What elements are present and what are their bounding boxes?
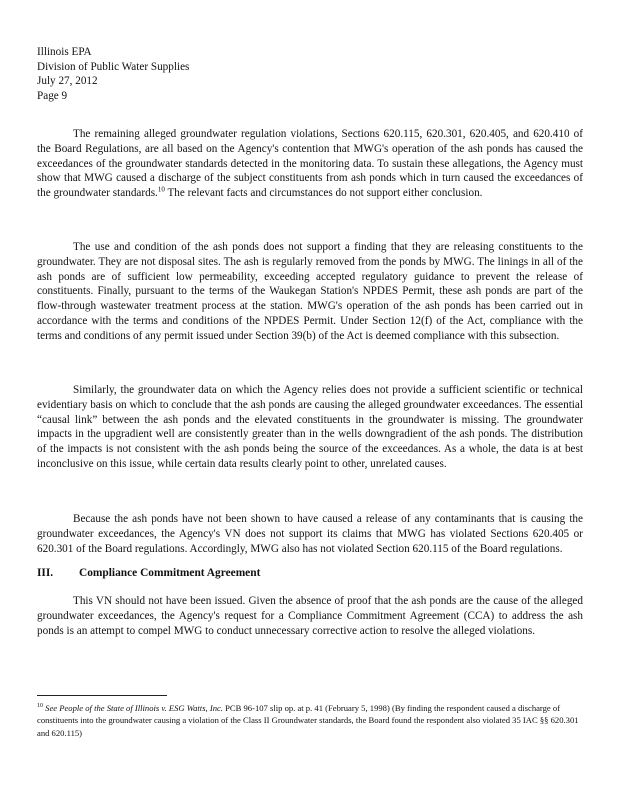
paragraph-cca: This VN should not have been issued. Given the absence of proof that the ash ponds are the cause of the alleged groundwater exceedances, the Agency's request for a Compliance Commitment Agreement (CCA) to address the ash ponds is an attempt to compel MWG to conduct unnecessary corrective action to resolve the alleged violations. [37, 595, 583, 637]
section-title: Compliance Commitment Agreement [79, 567, 261, 579]
paragraph-1-tail: The relevant facts and circumstances do not support either conclusion. [164, 187, 483, 200]
footnote-reference: 10 [157, 185, 165, 194]
section-number: III. [37, 567, 54, 579]
footnote [37, 702, 585, 739]
header-date: July 27, 2012 [37, 75, 98, 88]
paragraph-1-text: The remaining alleged groundwater regulation violations, Sections 620.115, 620.301, 620.405, and 620.410 of the Board Regulations, are all based on the Agency's contention that MWG's operation of the ash ponds has caused the exceedances of the groundwater standards detected in the monitoring data. To sustain these allegations, the Agency must show that MWG caused a discharge of the subject constituents from ash ponds which in turn caused the exceedances of the groundwater standards. [37, 128, 583, 200]
paragraph-groundwater-data: Similarly, the groundwater data on which the Agency relies does not provide a sufficient scientific or technical evidentiary basis on which to conclude that the ash ponds are causing the alleged groundwater exceedances. The essential “causal link” between the ash ponds and the elevated constituents in the groundwater is missing. The groundwater impacts in the upgradient well are consistently greater than in the wells downgradient of the ash ponds. The distribution of the impacts is not consistent with the ash ponds being the source of the exceedances. As a whole, the data is at best inconclusive on this issue, while certain data results clearly point to other, unrelated causes. [37, 384, 583, 470]
footnote-divider [37, 695, 167, 696]
letter-header [37, 45, 189, 103]
paragraph-no-release: Because the ash ponds have not been shown to have caused a release of any contaminants that is causing the groundwater exceedances, the Agency's VN does not support its claims that MWG has violated Sections 620.405 or 620.301 of the Board regulations. Accordingly, MWG also has not violated Section 620.115 of the Board regulations. [37, 513, 583, 555]
paragraph-ash-pond-condition: The use and condition of the ash ponds does not support a finding that they are releasing constituents to the groundwater. They are not disposal sites. The ash is regularly removed from the ponds by MWG. The linings in all of the ash ponds are of sufficient low permeability, exceeding accepted regulatory guidance to prevent the release of constituents. Finally, pursuant to the terms of the Waukegan Station's NPDES Permit, these ash ponds are part of the flow-through wastewater treatment process at the station. MWG's operation of the ash ponds has been carried out in accordance with the terms and conditions of the NPDES Permit. Under Section 12(f) of the Act, compliance with the terms and conditions of any permit issued under Section 39(b) of the Act is deemed compliance with this subsection. [37, 241, 583, 342]
paragraph-remaining-violations [37, 127, 583, 201]
header-page-number: Page 9 [37, 89, 68, 102]
header-agency: Illinois EPA [37, 46, 92, 58]
section-heading [37, 567, 260, 579]
header-division: Division of Public Water Supplies [37, 60, 190, 73]
footnote-case-citation: See People of the State of Illinois v. ESG Watts, Inc. [45, 703, 223, 713]
footnote-number: 10 [37, 703, 43, 710]
footnote-text: PCB 96-107 slip op. at p. 41 (February 5, 1998) (By finding the respondent caused a discharge of constituents into the groundwater causing a violation of the Class II Groundwater standards, the Board found the respondent also violated 35 IAC §§ 620.301 and 620.115) [37, 703, 579, 738]
